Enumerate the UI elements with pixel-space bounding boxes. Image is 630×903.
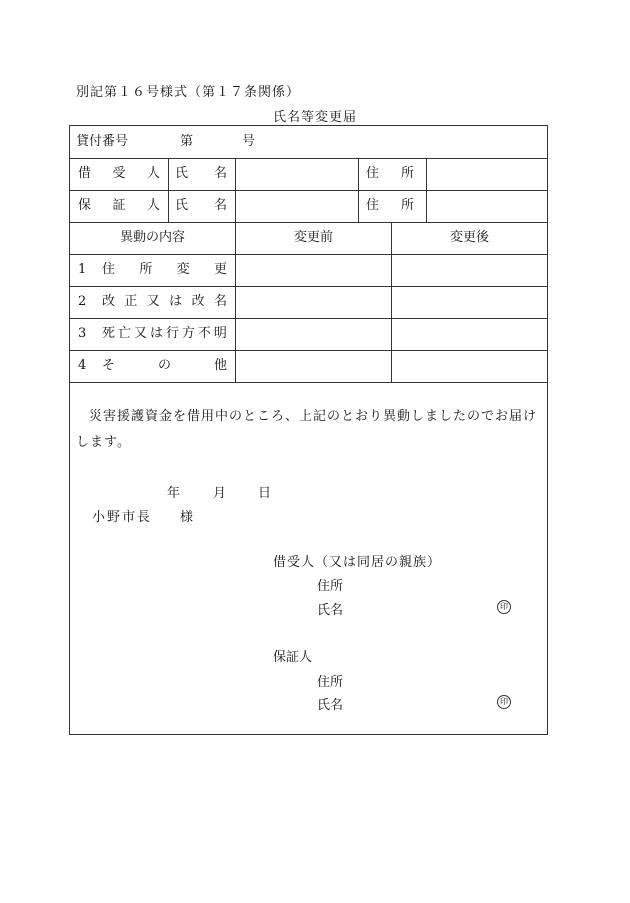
loan-number-row bbox=[70, 126, 547, 159]
change-label: 住 所 変 更 bbox=[102, 262, 227, 277]
change-row bbox=[70, 254, 547, 287]
borrower-role: 借 受 人 bbox=[78, 166, 160, 181]
change-number: 1 bbox=[78, 262, 87, 277]
borrower-signer-address: 住所 bbox=[317, 579, 344, 594]
change-after-field[interactable] bbox=[392, 254, 547, 286]
honorific: 様 bbox=[180, 510, 194, 525]
change-header-row bbox=[70, 222, 547, 255]
change-row bbox=[70, 286, 547, 319]
borrower-address-field[interactable] bbox=[427, 158, 547, 190]
change-number: 2 bbox=[78, 294, 87, 309]
divider bbox=[358, 190, 359, 222]
divider bbox=[168, 190, 169, 222]
guarantor-signer-name: 氏名 bbox=[317, 698, 344, 713]
change-number: 4 bbox=[78, 358, 87, 373]
divider bbox=[168, 158, 169, 190]
borrower-signer-name: 氏名 bbox=[317, 603, 344, 618]
guarantor-signer-address: 住所 bbox=[317, 675, 344, 690]
change-after-field[interactable] bbox=[392, 350, 547, 382]
header-after: 変更後 bbox=[449, 230, 489, 245]
date-month: 月 bbox=[213, 486, 227, 501]
change-after-field[interactable] bbox=[392, 318, 547, 350]
change-row bbox=[70, 350, 547, 383]
change-label: 死 亡 又 は 行 方 不 明 bbox=[102, 326, 227, 341]
change-before-field[interactable] bbox=[236, 286, 391, 318]
addressee: 小野市長 bbox=[92, 510, 153, 525]
guarantor-role: 保 証 人 bbox=[78, 198, 160, 213]
change-label: そ の 他 bbox=[102, 358, 227, 373]
date-day: 日 bbox=[258, 486, 272, 501]
guarantor-address-label: 住 所 bbox=[366, 198, 414, 213]
change-row bbox=[70, 318, 547, 351]
divider bbox=[358, 158, 359, 190]
change-before-field[interactable] bbox=[236, 350, 391, 382]
change-number: 3 bbox=[78, 326, 87, 341]
borrower-name-label: 氏 名 bbox=[175, 166, 227, 181]
date-year: 年 bbox=[167, 486, 181, 501]
header-content: 異動の内容 bbox=[119, 230, 185, 245]
guarantor-address-field[interactable] bbox=[427, 190, 547, 222]
borrower-row bbox=[70, 158, 547, 191]
borrower-seal: 印 bbox=[497, 600, 511, 614]
guarantor-row bbox=[70, 190, 547, 223]
change-after-field[interactable] bbox=[392, 286, 547, 318]
header-before: 変更前 bbox=[293, 230, 333, 245]
guarantor-name-field[interactable] bbox=[236, 190, 358, 222]
guarantor-seal: 印 bbox=[497, 695, 511, 709]
borrower-address-label: 住 所 bbox=[366, 166, 414, 181]
borrower-signer-title: 借受人（又は同居の親族） bbox=[273, 555, 442, 570]
loan-number-label: 貸付番号 bbox=[76, 134, 129, 149]
guarantor-name-label: 氏 名 bbox=[175, 198, 227, 213]
form-frame bbox=[69, 125, 548, 735]
change-label: 改 正 又 は 改 名 bbox=[102, 294, 227, 309]
change-before-field[interactable] bbox=[236, 318, 391, 350]
loan-number-dai: 第 bbox=[180, 134, 194, 149]
loan-number-go: 号 bbox=[242, 134, 256, 149]
form-title: 氏名等変更届 bbox=[272, 110, 357, 125]
form-label: 別記第１６号様式（第１７条関係） bbox=[76, 85, 301, 100]
guarantor-signer-title: 保証人 bbox=[273, 650, 313, 665]
change-before-field[interactable] bbox=[236, 254, 391, 286]
borrower-name-field[interactable] bbox=[236, 158, 358, 190]
notice-text: 災害援護資金を借用中のところ、上記のとおり異動しましたのでお届けします。 bbox=[76, 409, 538, 450]
